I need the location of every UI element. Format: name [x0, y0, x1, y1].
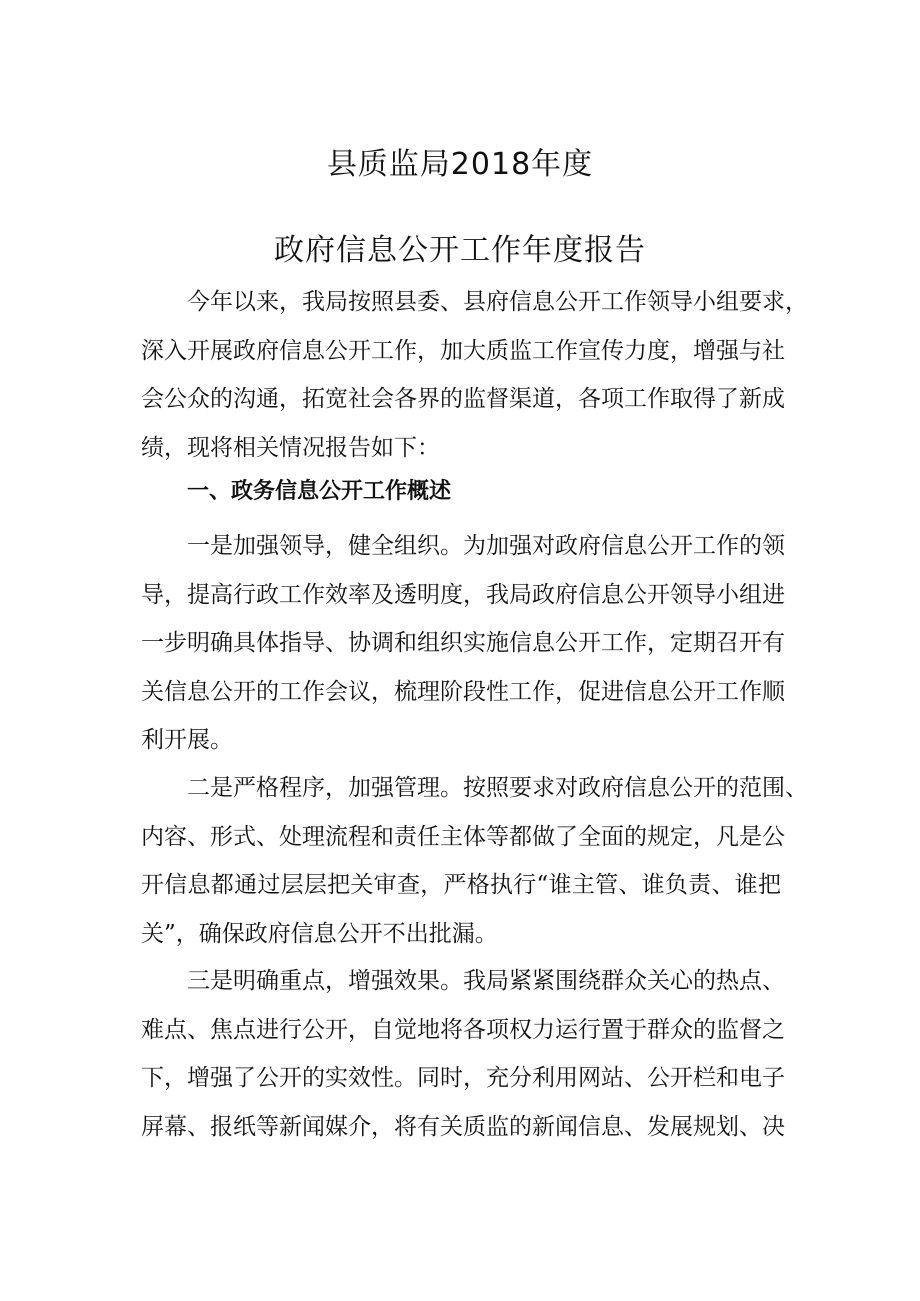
- document-title-line-1: 县质监局2018年度: [326, 147, 594, 182]
- paragraph-line: 二是严格程序，加强管理。按照要求对政府信息公开的范围、: [187, 775, 808, 801]
- section-paragraph-leadership: [141, 522, 785, 765]
- document-title-line-2: 政府信息公开工作年度报告: [274, 233, 646, 268]
- paragraph-line: 屏幕、报纸等新闻媒介，将有关质监的新闻信息、发展规划、决: [141, 1113, 785, 1140]
- paragraph-line: 关信息公开的工作会议，梳理阶段性工作，促进信息公开工作顺: [141, 678, 785, 705]
- paragraph-line: 会公众的沟通，拓宽社会各界的监督渠道，各项工作取得了新成: [141, 386, 785, 413]
- paragraph-line: 今年以来，我局按照县委、县府信息公开工作领导小组要求，: [187, 289, 808, 315]
- paragraph-line: 开信息都通过层层把关审查，严格执行“谁主管、谁负责、谁把: [141, 872, 781, 899]
- paragraph-line: 下，增强了公开的实效性。同时，充分利用网站、公开栏和电子: [141, 1065, 785, 1092]
- paragraph-line: 关”，确保政府信息公开不出批漏。: [141, 920, 498, 947]
- section-paragraph-focus: [141, 957, 785, 1151]
- paragraph-line: 三是明确重点，增强效果。我局紧紧围绕群众关心的热点、: [187, 968, 785, 994]
- section-paragraph-procedure: [141, 764, 808, 958]
- section-heading: 一、政务信息公开工作概述: [187, 479, 452, 504]
- paragraph-line: 一是加强领导，健全组织。为加强对政府信息公开工作的领: [187, 533, 785, 559]
- paragraph-line: 一步明确具体指导、协调和组织实施信息公开工作，定期召开有: [141, 630, 785, 657]
- paragraph-line: 绩，现将相关情况报告如下：: [141, 434, 440, 461]
- paragraph-line: 难点、焦点进行公开，自觉地将各项权力运行置于群众的监督之: [141, 1016, 785, 1043]
- paragraph-line: 导，提高行政工作效率及透明度，我局政府信息公开领导小组进: [141, 581, 785, 608]
- paragraph-line: 深入开展政府信息公开工作，加大质监工作宣传力度，增强与社: [141, 337, 785, 364]
- intro-paragraph: [141, 278, 808, 472]
- paragraph-line: 利开展。: [141, 727, 233, 754]
- paragraph-line: 内容、形式、处理流程和责任主体等都做了全面的规定，凡是公: [141, 823, 785, 850]
